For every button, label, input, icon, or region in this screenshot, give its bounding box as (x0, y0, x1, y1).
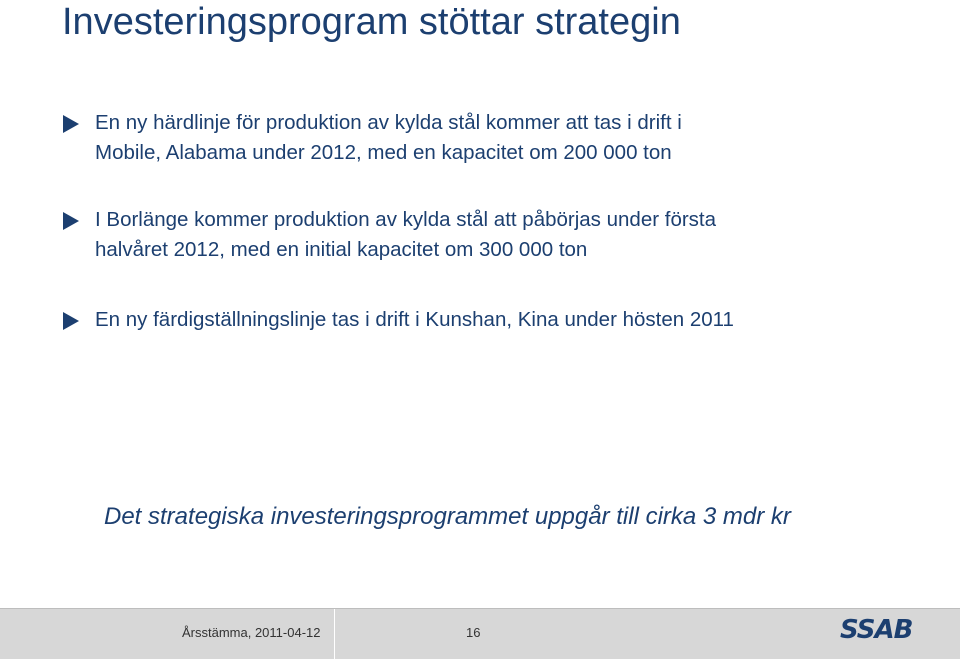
page-number: 16 (466, 625, 481, 640)
triangle-right-icon (62, 110, 80, 138)
slide-footer (0, 608, 960, 659)
bullet-text: I Borlänge kommer produktion av kylda stål att påbörjas under första halvåret 2012, med en initial kapacitet om 300 000 ton (95, 208, 717, 261)
bullet-item (62, 205, 716, 265)
bullet-item (62, 305, 734, 335)
triangle-right-icon (62, 307, 80, 335)
triangle-right-icon (62, 207, 80, 235)
bullet-text: En ny härdlinje för produktion av kylda stål kommer att tas i drift i Mobile, Alabama under 2012, med en kapacitet om 200 000 ton (95, 111, 682, 164)
conclusion-text: Det strategiska investeringsprogrammet uppgår till cirka 3 mdr kr (104, 503, 791, 530)
ssab-logo: SSAB (840, 615, 913, 645)
bullet-text: En ny färdigställningslinje tas i drift i Kunshan, Kina under hösten 2011 (95, 308, 734, 331)
footer-event-label: Årsstämma, 2011-04-12 (182, 625, 321, 640)
footer-divider (334, 609, 335, 659)
slide-title: Investeringsprogram stöttar strategin (62, 1, 681, 43)
bullet-item (62, 108, 682, 168)
